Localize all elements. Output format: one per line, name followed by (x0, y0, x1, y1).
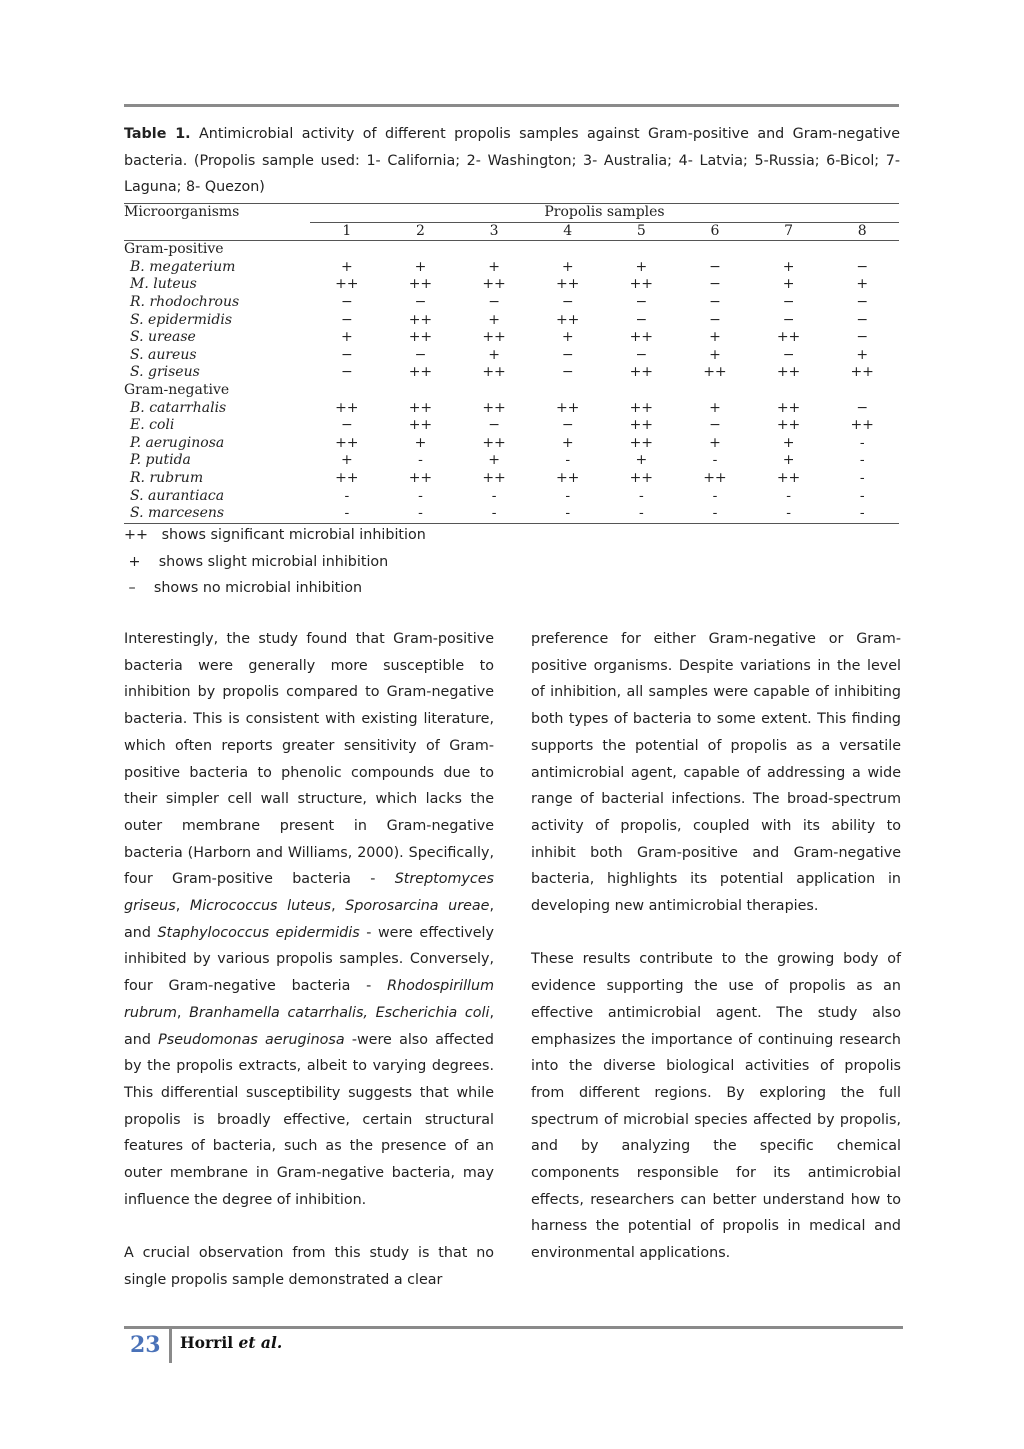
activity-cell: - (712, 487, 718, 504)
activity-cell: ++ (335, 276, 359, 293)
activity-cell: − (561, 346, 574, 363)
group-row (124, 382, 899, 400)
activity-cell: − (488, 293, 500, 310)
activity-cell: + (488, 452, 500, 469)
text-segment: -were also affected by the propolis extracts, albeit to varying degrees. This differential susceptibility suggests that while propolis is broadly effective, certain structural features of bacteria, such as the presence of an outer membrane in Gram-negative bacteria, may influence the degree of inhibition. (124, 1031, 494, 1208)
table-row (124, 400, 899, 418)
activity-cell: ++ (408, 276, 433, 293)
activity-cell: − (561, 364, 574, 381)
activity-cell: − (782, 311, 795, 328)
activity-cell: ++ (629, 364, 654, 381)
activity-cell: - (638, 487, 644, 504)
activity-cell: + (414, 434, 427, 451)
activity-cell: − (561, 417, 574, 434)
group-label: Gram-negative (124, 381, 230, 398)
footer-separator (169, 1329, 172, 1363)
group-row (124, 241, 899, 259)
activity-cell: − (488, 417, 500, 434)
activity-cell: + (340, 329, 353, 346)
activity-cell: ++ (482, 399, 506, 416)
organism-name: S. aureus (130, 346, 197, 363)
activity-cell: - (859, 434, 865, 451)
activity-cell: - (565, 487, 571, 504)
sample-number-6: 6 (678, 222, 752, 241)
table-caption-text: Antimicrobial activity of different propolis samples against Gram-positive and Gram-negative bacteria. (Propolis sample used: 1- California; 2- Washington; 3- Australia; 4- Latvia; 5-Russia; 6-Bicol; 7-Laguna; 8- Quezon) (124, 126, 900, 196)
table-caption (124, 121, 900, 201)
organism-name: B. catarrhalis (130, 399, 227, 416)
right-paragraph-1: preference for either Gram-negative or Gram-positive organisms. Despite variations in the level of inhibition, all samples were capable of inhibiting both types of bacteria to some extent. This finding supports the potential of propolis as a versatile antimicrobial agent, capable of addressing a wide range of bacterial infections. The broad-spectrum activity of propolis, coupled with its ability to inhibit both Gram-positive and Gram-negative bacteria, highlights its potential application in developing new antimicrobial therapies. (531, 631, 901, 915)
activity-cell: - (678, 505, 752, 523)
activity-cell: ++ (555, 276, 580, 293)
activity-cell: + (782, 258, 795, 275)
text-segment: , and (124, 898, 495, 941)
activity-cell: + (709, 346, 721, 363)
activity-cell: − (709, 258, 721, 275)
organism-name: S. aurantiaca (130, 487, 225, 504)
sample-number-4: 4 (531, 222, 605, 241)
activity-cell: ++ (629, 329, 654, 346)
table-row (124, 452, 899, 470)
footer-divider (124, 1326, 903, 1329)
activity-cell: - (457, 505, 531, 523)
activity-cell: + (488, 311, 500, 328)
table-row (124, 364, 899, 382)
organism-name: E. coli (130, 417, 175, 434)
activity-cell: ++ (850, 417, 874, 434)
text-segment: , (175, 898, 190, 915)
group-label: Gram-positive (124, 241, 224, 258)
table-row (124, 312, 899, 330)
microorganisms-header: Microorganisms (124, 204, 310, 223)
activity-cell: - (418, 452, 423, 469)
running-author (180, 1333, 282, 1352)
activity-cell: + (488, 346, 500, 363)
table-row (124, 505, 899, 523)
activity-cell: + (414, 258, 427, 275)
activity-cell: ++ (776, 417, 801, 434)
sample-number-8: 8 (825, 222, 899, 241)
organism-name: S. griseus (130, 364, 200, 381)
table-row (124, 347, 899, 365)
activity-cell: - (859, 452, 865, 469)
activity-cell: + (340, 258, 353, 275)
activity-cell: − (635, 311, 648, 328)
activity-cell: − (856, 311, 869, 328)
activity-cell: + (709, 399, 721, 416)
legend-slight: + shows slight microbial inhibition (124, 553, 389, 570)
activity-cell: - (310, 505, 384, 523)
organism-name: R. rhodochrous (130, 293, 240, 310)
species-name: Branhamella catarrhalis, Escherichia coli (189, 1004, 490, 1021)
activity-cell: ++ (335, 434, 359, 451)
right-column (531, 626, 901, 1294)
activity-cell: ++ (482, 469, 506, 486)
activity-cell: - (531, 505, 605, 523)
text-segment: , and (124, 1004, 494, 1048)
text-segment: , (331, 898, 346, 915)
table-row (124, 276, 899, 294)
table-row (124, 470, 899, 488)
activity-cell: + (782, 452, 795, 469)
activity-cell: - (859, 487, 865, 504)
activity-cell: ++ (776, 364, 801, 381)
activity-cell: ++ (408, 399, 433, 416)
activity-cell: ++ (850, 364, 874, 381)
activity-cell: + (782, 276, 795, 293)
table-row (124, 329, 899, 347)
activity-cell: ++ (555, 311, 580, 328)
sample-number-3: 3 (457, 222, 531, 241)
activity-cell: − (856, 258, 869, 275)
activity-cell: ++ (408, 329, 433, 346)
activity-cell: + (709, 329, 721, 346)
species-name: Sporosarcina ureae (345, 898, 490, 915)
activity-cell: − (340, 346, 353, 363)
activity-cell: + (635, 258, 648, 275)
activity-cell: − (635, 293, 648, 310)
organism-name: M. luteus (130, 276, 197, 293)
activity-cell: + (340, 452, 353, 469)
text-segment: , (176, 1004, 190, 1021)
organism-name: S. urease (130, 329, 196, 346)
page-number: 23 (130, 1332, 161, 1358)
activity-cell: − (782, 293, 795, 310)
organism-name: S. marcesens (124, 505, 310, 523)
species-name: Streptomyces griseus (124, 871, 494, 915)
activity-cell: ++ (629, 399, 654, 416)
organism-name: R. rubrum (130, 469, 204, 486)
activity-cell: − (340, 417, 353, 434)
activity-cell: ++ (408, 364, 433, 381)
species-name: Staphylococcus epidermidis (157, 924, 360, 941)
activity-cell: ++ (629, 434, 654, 451)
activity-cell: - (825, 505, 899, 523)
activity-cell: ++ (629, 469, 654, 486)
activity-cell: ++ (408, 469, 433, 486)
activity-cell: ++ (482, 434, 506, 451)
activity-cell: - (344, 487, 350, 504)
activity-cell: - (712, 452, 718, 469)
species-name: Rhodospirillum rubrum (124, 978, 494, 1021)
activity-cell: - (859, 469, 865, 486)
legend-significant: ++ shows significant microbial inhibition (124, 527, 426, 543)
sample-number-5: 5 (605, 222, 679, 241)
activity-cell: − (856, 399, 869, 416)
activity-cell: - (418, 487, 423, 504)
sample-number-2: 2 (384, 222, 458, 241)
sample-number-7: 7 (752, 222, 826, 241)
activity-cell: ++ (482, 276, 506, 293)
activity-cell: + (488, 258, 500, 275)
right-paragraph-2: These results contribute to the growing body of evidence supporting the use of propolis as an effective antimicrobial agent. The study also emphasizes the importance of continuing research into the diverse biological activities of propolis from different regions. By exploring the full spectrum of microbial species affected by propolis, and by analyzing the specific chemical components responsible for its antimicrobial effects, researchers can better understand how to harness the potential of propolis in medical and environmental applications. (531, 951, 901, 1262)
activity-cell: - (752, 505, 826, 523)
sample-number-row (124, 222, 899, 241)
activity-cell: - (786, 487, 791, 504)
activity-cell: ++ (555, 469, 580, 486)
activity-cell: ++ (776, 469, 801, 486)
activity-cell: + (856, 276, 869, 293)
table-row (124, 417, 899, 435)
antimicrobial-table (124, 203, 899, 524)
activity-cell: − (340, 364, 353, 381)
activity-cell: − (340, 311, 353, 328)
top-divider (124, 104, 899, 107)
activity-cell: ++ (629, 417, 654, 434)
activity-cell: − (709, 417, 721, 434)
text-segment: - were effectively inhibited by various propolis samples. Conversely, four Gram-negative bacteria - (124, 924, 494, 995)
activity-cell: ++ (703, 364, 727, 381)
activity-cell: + (561, 434, 574, 451)
left-paragraph-1 (124, 626, 494, 1213)
activity-cell: - (605, 505, 679, 523)
species-name: Pseudomonas aeruginosa (158, 1031, 345, 1048)
left-column (124, 626, 494, 1320)
activity-cell: ++ (555, 399, 580, 416)
activity-cell: − (782, 346, 795, 363)
activity-cell: − (414, 346, 427, 363)
activity-cell: + (561, 258, 574, 275)
activity-cell: ++ (335, 399, 359, 416)
activity-cell: + (782, 434, 795, 451)
table-row (124, 435, 899, 453)
propolis-samples-header: Propolis samples (310, 204, 899, 223)
organism-name: P. aeruginosa (130, 434, 225, 451)
table-legend (124, 522, 426, 602)
organism-name: B. megaterium (130, 258, 236, 275)
table-row (124, 294, 899, 312)
activity-cell: ++ (629, 276, 654, 293)
activity-cell: − (709, 276, 721, 293)
activity-cell: − (635, 346, 648, 363)
activity-cell: - (384, 505, 458, 523)
species-name: Micrococcus luteus (189, 898, 332, 915)
legend-none: – shows no microbial inhibition (124, 580, 363, 597)
activity-cell: - (565, 452, 571, 469)
author-suffix: et al. (238, 1333, 283, 1352)
activity-cell: − (709, 311, 721, 328)
sample-number-1: 1 (310, 222, 384, 241)
activity-cell: ++ (776, 399, 801, 416)
activity-cell: − (340, 293, 353, 310)
activity-cell: + (635, 452, 648, 469)
activity-cell: ++ (482, 329, 506, 346)
text-segment: Interestingly, the study found that Gram-positive bacteria were generally more susceptible to inhibition by propolis compared to Gram-negative bacteria. This is consistent with existing literature, which often reports greater sensitivity of Gram-positive bacteria to phenolic compounds due to their simpler cell wall structure, which lacks the outer membrane present in Gram-negative bacteria (Harborn and Williams, 2000). Specifically, four Gram-positive bacteria - (124, 631, 494, 888)
left-paragraph-2: A crucial observation from this study is that no single propolis sample demonstrated a clear (124, 1245, 494, 1288)
activity-cell: ++ (776, 329, 801, 346)
activity-cell: + (709, 434, 721, 451)
table-body (124, 241, 899, 524)
activity-cell: - (491, 487, 497, 504)
activity-cell: − (414, 293, 427, 310)
organism-name: S. epidermidis (130, 311, 233, 328)
activity-cell: + (561, 329, 574, 346)
activity-cell: ++ (335, 469, 359, 486)
activity-cell: ++ (408, 417, 433, 434)
table-caption-label: Table 1. (124, 126, 191, 142)
activity-cell: ++ (408, 311, 433, 328)
activity-cell: − (709, 293, 721, 310)
activity-cell: − (561, 293, 574, 310)
activity-cell: + (856, 346, 869, 363)
activity-cell: ++ (482, 364, 506, 381)
table-row (124, 488, 899, 506)
activity-cell: − (856, 329, 869, 346)
organism-name: P. putida (130, 452, 191, 469)
table-row (124, 259, 899, 277)
author-name: Horril (180, 1333, 239, 1352)
activity-cell: ++ (703, 469, 727, 486)
activity-cell: − (856, 293, 869, 310)
